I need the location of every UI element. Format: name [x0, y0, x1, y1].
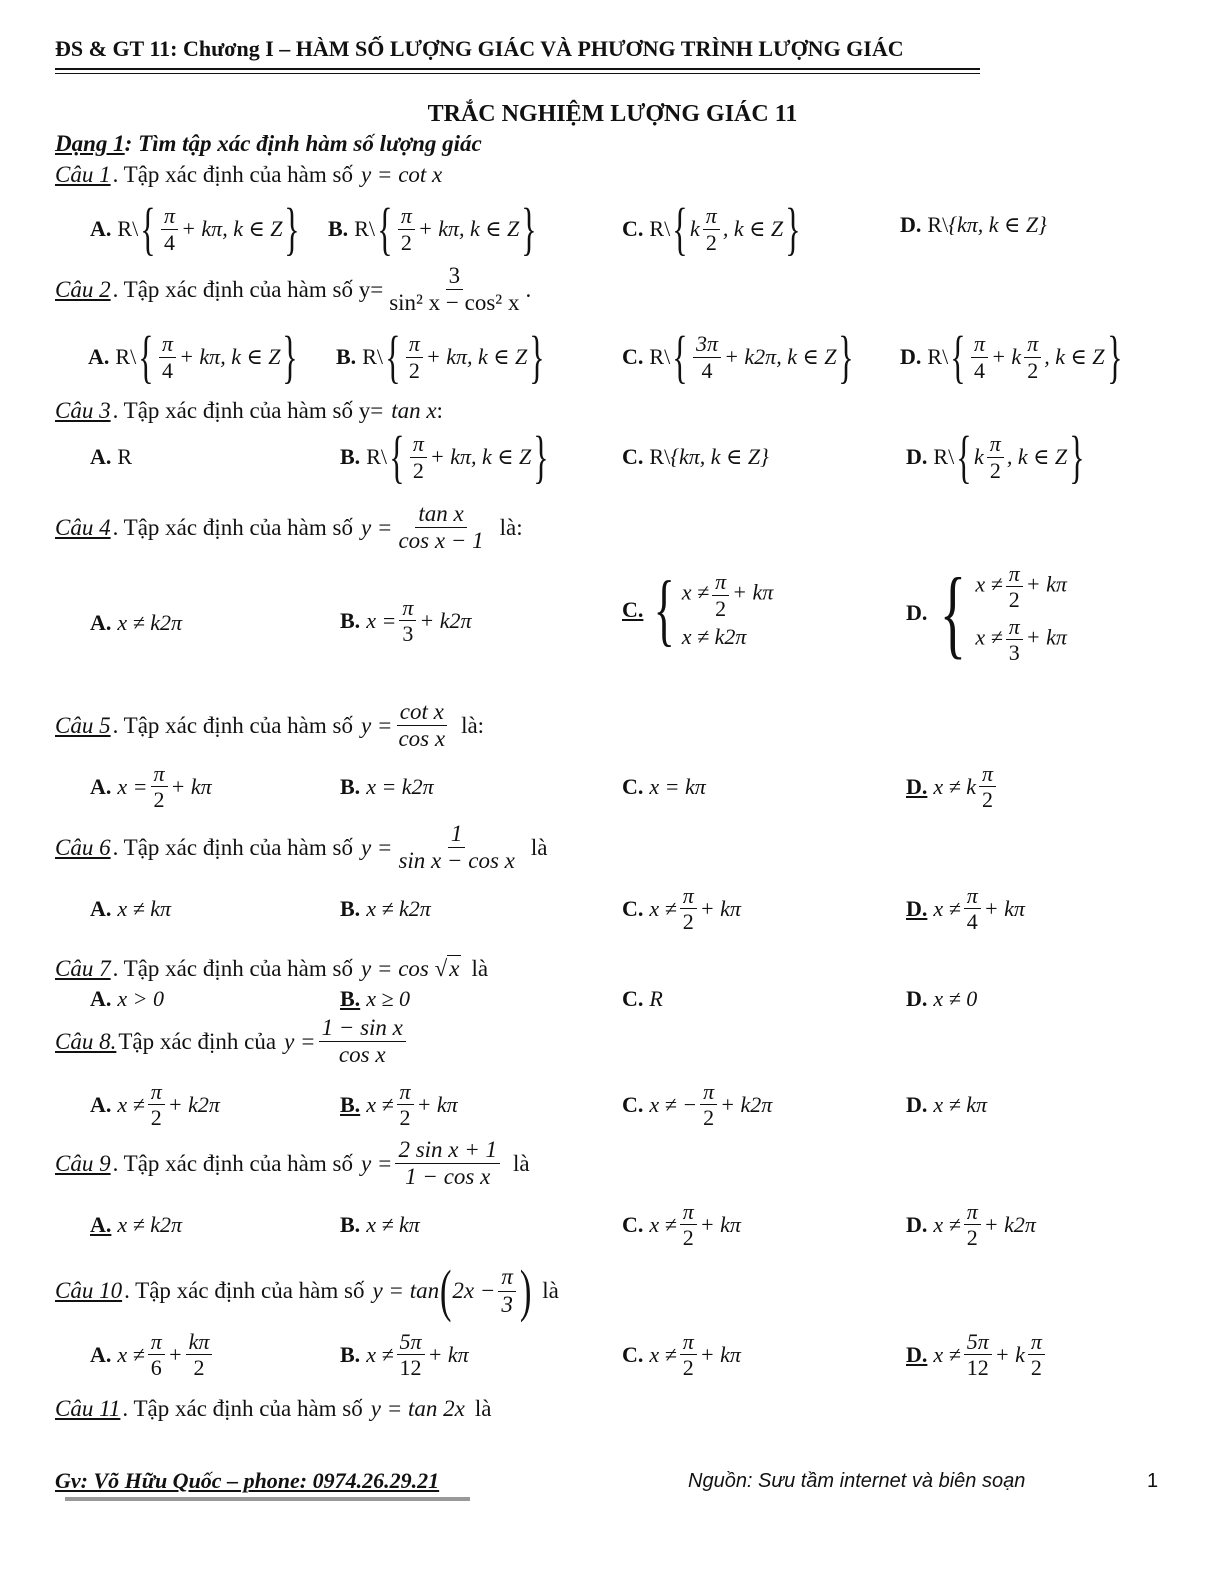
question-fraction: $\frac{\text{2 sin x + 1}}{\text{1 − cos x}}$: [395, 1138, 500, 1189]
q1-option-a[interactable]: A. R\ { $\frac{\pi}{4}$ + kπ, k ∈ Z }: [90, 200, 302, 258]
section-text: : Tìm tập xác định hàm số lượng giác: [124, 131, 482, 156]
question-number: Câu 7: [55, 955, 111, 981]
q10-option-b[interactable]: B. x ≠ $\frac{5\pi}{12}$ + kπ: [340, 1329, 469, 1381]
option-value: x ≠ $\frac{\pi}{4}$ + kπ: [933, 883, 1025, 935]
question-6: Câu 6 . Tập xác định của hàm số y = $\frac{1}{\text{sin x − cos x}}$ là: [55, 821, 548, 874]
header-rule-thin: [55, 73, 980, 74]
q6-option-a[interactable]: A. x ≠ kπ: [90, 896, 172, 921]
section-label: Dạng 1: [55, 131, 125, 156]
question-text: . Tập xác định của hàm số: [122, 1396, 363, 1421]
q5-option-d[interactable]: D. x ≠ k $\frac{\pi}{2}$: [906, 762, 999, 811]
question-fraction: $\frac{\text{tan x}}{\text{cos x − 1}}$: [398, 501, 484, 554]
option-value: x = kπ: [649, 774, 706, 799]
question-text: . Tập xác định của hàm số: [112, 955, 353, 981]
page-number: 1: [1147, 1470, 1159, 1492]
q4-option-c[interactable]: C. { x ≠ $\frac{\pi}{2}$ + kπ x ≠ k2π: [622, 566, 774, 654]
option-value: x ≠ kπ: [933, 1092, 988, 1117]
question-expression: y = cos √ x: [360, 955, 460, 981]
option-value: R\ {kπ, k ∈ Z}: [649, 444, 769, 469]
q10-option-d[interactable]: D. x ≠ $\frac{5\pi}{12}$ + k $\frac{\pi}{2}$: [906, 1330, 1048, 1379]
option-value: R\ {kπ, k ∈ Z}: [927, 212, 1047, 237]
q4-option-b[interactable]: B. x = $\frac{\pi}{3}$ + k2π: [340, 595, 472, 647]
option-value: R\ { $\frac{\pi}{4}$ + k $\frac{\pi}{2}$ , k ∈ Z }: [927, 324, 1123, 389]
option-value: x = $\frac{\pi}{2}$ + kπ: [117, 761, 212, 813]
q9-option-c[interactable]: C. x ≠ $\frac{\pi}{2}$ + kπ: [622, 1199, 741, 1251]
option-value: R\ { $\frac{\pi}{4}$ + kπ, k ∈ Z }: [117, 196, 301, 261]
option-value: x ≠ $\frac{\pi}{2}$ + kπ: [366, 1079, 458, 1131]
q5-option-c[interactable]: C. x = kπ: [622, 774, 706, 799]
q3-option-c[interactable]: C. R\ {kπ, k ∈ Z}: [622, 444, 769, 469]
question-3: Câu 3 . Tập xác định của hàm số y= tan x :: [55, 398, 443, 423]
question-fraction: $\frac{3}{\text{sin² x − cos² x}}$: [389, 263, 520, 316]
q7-option-a[interactable]: A. x > 0: [90, 986, 165, 1011]
option-value: R: [649, 986, 663, 1011]
footer-source: Nguồn: Sưu tầm internet và biên soạn: [688, 1470, 1026, 1492]
option-value: x > 0: [117, 986, 165, 1011]
option-value: R\ { $\frac{\pi}{2}$ + kπ, k ∈ Z }: [362, 324, 545, 389]
question-number: Câu 9: [55, 1150, 111, 1176]
question-number: Câu 1: [55, 162, 111, 187]
q10-option-a[interactable]: A. x ≠ $\frac{\pi}{6}$ + $\frac{k\pi}{2}$: [90, 1330, 215, 1379]
option-value: x ≠ k2π: [117, 610, 183, 635]
question-7: Câu 7 . Tập xác định của hàm số y = cos √ x là: [55, 955, 489, 981]
q1-option-b[interactable]: B. R\ { $\frac{\pi}{2}$ + kπ, k ∈ Z }: [328, 200, 539, 258]
option-value: R\ { $\frac{3\pi}{4}$ + k2π, k ∈ Z }: [649, 324, 855, 389]
q9-option-d[interactable]: D. x ≠ $\frac{\pi}{2}$ + k2π: [906, 1199, 1036, 1251]
q6-option-d[interactable]: D. x ≠ $\frac{\pi}{4}$ + kπ: [906, 883, 1025, 935]
question-text: . Tập xác định của hàm số: [124, 1278, 365, 1303]
option-value: x = $\frac{\pi}{3}$ + k2π: [366, 595, 472, 647]
question-number: Câu 11: [55, 1396, 121, 1421]
option-value: R\ { k $\frac{\pi}{2}$ , k ∈ Z }: [933, 424, 1085, 489]
q8-option-d[interactable]: D. x ≠ kπ: [906, 1092, 988, 1117]
question-expression: y = tan ( 2x − $\frac{\pi}{3}$ ): [372, 1258, 532, 1323]
option-value: x ≥ 0: [366, 986, 411, 1011]
q6-option-b[interactable]: B. x ≠ k2π: [340, 896, 431, 921]
question-4: Câu 4 . Tập xác định của hàm số y = $\frac{\text{tan x}}{\text{cos x − 1}}$ là:: [55, 501, 523, 554]
q7-option-c[interactable]: C. R: [622, 986, 663, 1011]
footer-author: Gv: Võ Hữu Quốc – phone: 0974.26.29.21: [55, 1468, 440, 1493]
question-number: Câu 2: [55, 276, 111, 302]
q3-option-d[interactable]: D. R\ { k $\frac{\pi}{2}$ , k ∈ Z }: [906, 428, 1087, 486]
q2-option-a[interactable]: A. R\ { $\frac{\pi}{4}$ + kπ, k ∈ Z }: [88, 328, 300, 386]
option-value: x ≠ k2π: [117, 1212, 183, 1237]
q3-option-a[interactable]: A. R: [90, 444, 133, 469]
q2-option-b[interactable]: B. R\ { $\frac{\pi}{2}$ + kπ, k ∈ Z }: [336, 328, 547, 386]
option-value: R\ { $\frac{\pi}{2}$ + kπ, k ∈ Z }: [354, 196, 537, 261]
q3-option-b[interactable]: B. R\ { $\frac{\pi}{2}$ + kπ, k ∈ Z }: [340, 428, 551, 486]
question-2: Câu 2 . Tập xác định của hàm số y= $\frac{3}{\text{sin² x − cos² x}}$ .: [55, 263, 532, 316]
q2-option-c[interactable]: C. R\ { $\frac{3\pi}{4}$ + k2π, k ∈ Z }: [622, 328, 856, 386]
q8-option-c[interactable]: C. x ≠ − $\frac{\pi}{2}$ + k2π: [622, 1079, 773, 1131]
question-expression: tan x: [391, 398, 437, 423]
q1-option-d[interactable]: D. R\ {kπ, k ∈ Z}: [900, 212, 1047, 237]
q9-option-b[interactable]: B. x ≠ kπ: [340, 1212, 420, 1237]
question-number: Câu 4: [55, 514, 111, 540]
question-text: Tập xác định của: [118, 1028, 277, 1054]
question-5: Câu 5 . Tập xác định của hàm số y = $\frac{\text{cot x}}{\text{cos x}}$ là:: [55, 699, 485, 752]
option-value: x ≠ $\frac{\pi}{2}$ + kπ: [649, 1199, 741, 1251]
q8-option-b[interactable]: B. x ≠ $\frac{\pi}{2}$ + kπ: [340, 1079, 458, 1131]
q9-option-a[interactable]: A. x ≠ k2π: [90, 1212, 183, 1237]
question-fraction: $\frac{\text{cot x}}{\text{cos x}}$: [398, 699, 446, 752]
footer-rule: [65, 1497, 470, 1501]
q1-option-c[interactable]: C. R\ { k $\frac{\pi}{2}$ , k ∈ Z }: [622, 200, 803, 258]
option-value: R\ { $\frac{\pi}{4}$ + kπ, k ∈ Z }: [115, 324, 299, 389]
question-number: Câu 8.: [55, 1028, 117, 1054]
option-value: x ≠ $\frac{\pi}{2}$ + k2π: [117, 1079, 220, 1131]
question-text: . Tập xác định của hàm số y=: [112, 398, 384, 423]
option-value: x ≠ 0: [933, 986, 978, 1011]
option-value: x ≠ $\frac{\pi}{2}$ + kπ: [649, 1329, 741, 1381]
q2-option-d[interactable]: D. R\ { $\frac{\pi}{4}$ + k $\frac{\pi}{2}$ , k ∈ Z }: [900, 328, 1124, 386]
option-value: x ≠ kπ: [366, 1212, 420, 1237]
question-9: Câu 9 . Tập xác định của hàm số y = $\frac{\text{2 sin x + 1}}{\text{1 − cos x}}$ là: [55, 1137, 530, 1190]
option-value: x ≠ $\frac{\pi}{2}$ + k2π: [933, 1199, 1036, 1251]
question-text: . Tập xác định của hàm số: [112, 1150, 353, 1176]
option-value: { x ≠ $\frac{\pi}{2}$ + kπ x ≠ $\frac{\pi}{3}$ + kπ: [940, 557, 1067, 669]
question-text: . Tập xác định của hàm số: [112, 514, 353, 540]
option-value: x ≠ − $\frac{\pi}{2}$ + k2π: [649, 1079, 773, 1131]
question-number: Câu 3: [55, 398, 111, 423]
option-value: x ≠ k2π: [366, 896, 431, 921]
header-rule: [55, 68, 980, 70]
question-fraction: $\frac{\text{1 − sin x}}{\text{cos x}}$: [319, 1016, 406, 1067]
question-expression: y = tan 2x: [370, 1396, 465, 1421]
page-header: ĐS & GT 11: Chương I – HÀM SỐ LƯỢNG GIÁC VÀ PHƯƠNG TRÌNH LƯỢNG GIÁC: [55, 36, 904, 61]
q10-option-c[interactable]: C. x ≠ $\frac{\pi}{2}$ + kπ: [622, 1329, 741, 1381]
question-text: . Tập xác định của hàm số: [112, 712, 353, 738]
q7-option-b[interactable]: B. x ≥ 0: [340, 986, 411, 1011]
question-text: . Tập xác định của hàm số: [112, 834, 353, 860]
q5-option-b[interactable]: B. x = k2π: [340, 774, 434, 799]
q6-option-c[interactable]: C. x ≠ $\frac{\pi}{2}$ + kπ: [622, 883, 741, 935]
q8-option-a[interactable]: A. x ≠ $\frac{\pi}{2}$ + k2π: [90, 1079, 220, 1131]
question-expression: y = cot x: [360, 162, 443, 187]
option-value: x = k2π: [366, 774, 434, 799]
option-value: { x ≠ $\frac{\pi}{2}$ + kπ x ≠ k2π: [654, 566, 774, 654]
question-text: . Tập xác định của hàm số: [112, 162, 353, 187]
question-number: Câu 5: [55, 712, 111, 738]
q7-option-d[interactable]: D. x ≠ 0: [906, 986, 978, 1011]
question-number: Câu 10: [55, 1278, 123, 1303]
option-value: x ≠ $\frac{5\pi}{12}$ + kπ: [366, 1329, 469, 1381]
option-value: R\ { k $\frac{\pi}{2}$ , k ∈ Z }: [649, 196, 801, 261]
option-value: x ≠ kπ: [117, 896, 172, 921]
question-text: . Tập xác định của hàm số y=: [112, 276, 384, 302]
q5-option-a[interactable]: A. x = $\frac{\pi}{2}$ + kπ: [90, 761, 212, 813]
document-title: TRẮC NGHIỆM LƯỢNG GIÁC 11: [427, 101, 798, 127]
section-heading: [55, 131, 482, 157]
question-fraction: $\frac{1}{\text{sin x − cos x}}$: [398, 821, 515, 874]
q4-option-a[interactable]: A. x ≠ k2π: [90, 610, 183, 635]
option-value: x ≠ $\frac{5\pi}{12}$ + k $\frac{\pi}{2}$: [933, 1330, 1048, 1379]
question-11: Câu 11 . Tập xác định của hàm số y = tan 2x là: [55, 1396, 492, 1421]
option-value: x ≠ $\frac{\pi}{6}$ + $\frac{k\pi}{2}$: [117, 1330, 215, 1379]
option-value: R\ { $\frac{\pi}{2}$ + kπ, k ∈ Z }: [366, 424, 549, 489]
option-value: x ≠ k $\frac{\pi}{2}$: [933, 762, 999, 811]
question-1: [55, 162, 442, 188]
option-value: R: [117, 444, 133, 469]
q4-option-d[interactable]: D. { x ≠ $\frac{\pi}{2}$ + kπ x ≠ $\frac{\pi}{3}$ + kπ: [906, 557, 1067, 669]
question-number: Câu 6: [55, 834, 111, 860]
question-10: Câu 10 . Tập xác định của hàm số y = tan ( 2x − $\frac{\pi}{3}$ ) là: [55, 1258, 559, 1323]
option-value: x ≠ $\frac{\pi}{2}$ + kπ: [649, 883, 741, 935]
question-8: Câu 8. Tập xác định của y = $\frac{\text{1 − sin x}}{\text{cos x}}$: [55, 1016, 409, 1067]
